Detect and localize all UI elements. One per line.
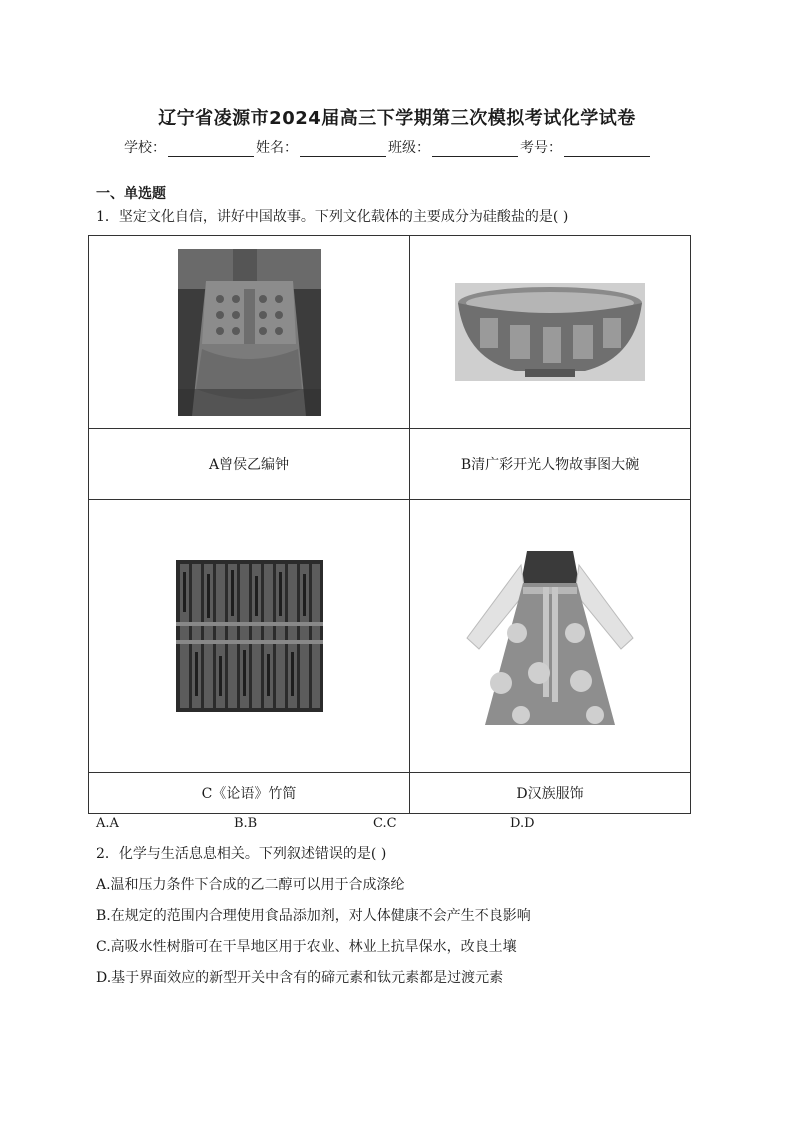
number-label: 考号： xyxy=(520,140,562,156)
hanfu-garment-photo xyxy=(457,543,643,729)
name-label: 姓名： xyxy=(256,140,298,156)
class-blank[interactable] xyxy=(432,140,518,157)
school-label: 学校： xyxy=(124,140,166,156)
option-b-caption: B清广彩开光人物故事图大碗 xyxy=(410,429,691,500)
choice-a[interactable]: A.A xyxy=(96,816,119,831)
question-2-option-b[interactable]: B.在规定的范围内合理使用食品添加剂，对人体健康不会产生不良影响 xyxy=(96,908,531,924)
page-title: 辽宁省凌源市2024届高三下学期第三次模拟考试化学试卷 xyxy=(158,108,636,129)
question-2-option-c[interactable]: C.高吸水性树脂可在干旱地区用于农业、林业上抗旱保水，改良土壤 xyxy=(96,939,517,955)
option-b-image-cell xyxy=(410,236,691,429)
option-c-caption: C《论语》竹简 xyxy=(89,773,410,814)
question-1-stem: 1．坚定文化自信，讲好中国故事。下列文化载体的主要成分为硅酸盐的是( ) xyxy=(96,209,569,225)
question-2-option-a[interactable]: A.温和压力条件下合成的乙二醇可以用于合成涤纶 xyxy=(96,877,405,893)
section-heading: 一、单选题 xyxy=(96,186,166,202)
number-blank[interactable] xyxy=(564,140,650,157)
option-a-caption: A曾侯乙编钟 xyxy=(89,429,410,500)
school-blank[interactable] xyxy=(168,140,254,157)
choice-c[interactable]: C.C xyxy=(373,816,397,831)
question-2-option-d[interactable]: D.基于界面效应的新型开关中含有的碲元素和钛元素都是过渡元素 xyxy=(96,970,504,986)
option-d-image-cell xyxy=(410,500,691,773)
choice-d[interactable]: D.D xyxy=(510,816,535,831)
student-info-line xyxy=(124,137,652,157)
option-d-caption: D汉族服饰 xyxy=(410,773,691,814)
bronze-bell-photo xyxy=(178,249,321,416)
question-2-stem: 2．化学与生活息息相关。下列叙述错误的是( ) xyxy=(96,846,387,862)
class-label: 班级： xyxy=(388,140,430,156)
question-1-options-table xyxy=(88,235,691,814)
choice-b[interactable]: B.B xyxy=(234,816,258,831)
name-blank[interactable] xyxy=(300,140,386,157)
option-c-image-cell xyxy=(89,500,410,773)
porcelain-bowl-photo xyxy=(455,283,645,381)
option-a-image-cell xyxy=(89,236,410,429)
bamboo-slips-photo xyxy=(176,560,323,712)
